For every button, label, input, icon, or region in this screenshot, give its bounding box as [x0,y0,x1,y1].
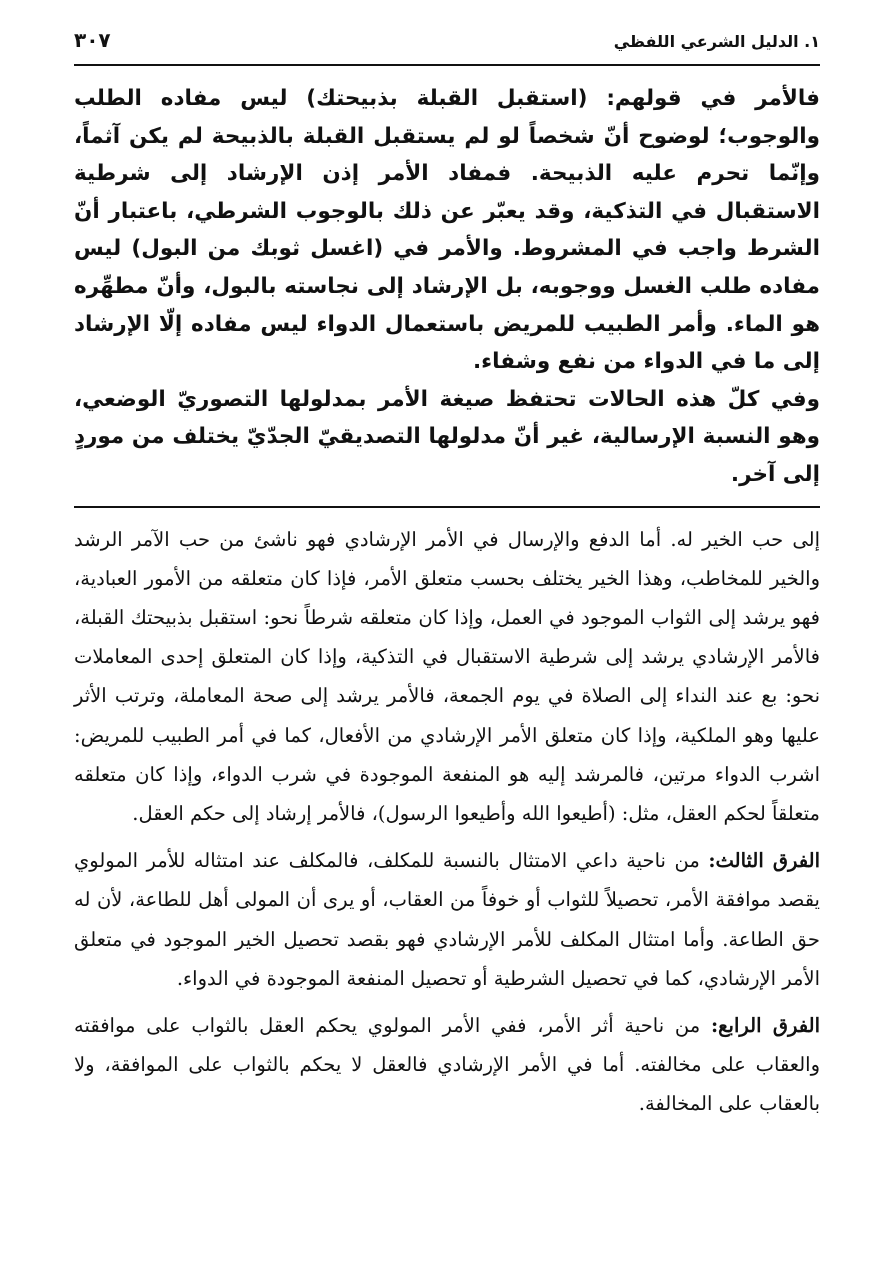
main-paragraph: فالأمر في قولهم: (استقبل القبلة بذبيحتك) ليس مفاده الطلب والوجوب؛ لوضوح أنّ شخصاً لو لم يستقبل القبلة بالذبيحة لم يكن آثماً، وإنّما تحرم عليه الذبيحة. فمفاد الأمر إذن الإرشاد إلى شرطية الاستقبال في التذكية، وقد يعبّر عن ذلك بالوجوب الشرطي، باعتبار أنّ الشرط واجب في المشروط. والأمر في (اغسل ثوبك من البول) ليس مفاده طلب الغسل ووجوبه، بل الإرشاد إلى نجاسته بالبول، وأنّ مطهِّره هو الماء. وأمر الطبيب للمريض باستعمال الدواء ليس مفاده إلّا الإرشاد إلى ما في الدواء من نفع وشفاء. [74,86,820,375]
main-text [74,80,820,494]
book-page [74,28,820,1258]
footnotes [74,520,820,1124]
third-difference-label: الفرق الثالث: [708,849,821,873]
footnote-separator [74,506,820,508]
third-difference [74,841,820,998]
header-rule [74,64,820,66]
fourth-difference-text: من ناحية أثر الأمر، ففي الأمر المولوي يحكم العقل بالثواب على موافقته والعقاب على مخالفته. أما في الأمر الإرشادي فالعقل لا يحكم بالثواب على الموافقة، ولا بالعقاب على المخالفة. [74,1013,820,1116]
fourth-difference [74,1006,820,1124]
running-header [74,28,820,60]
chapter-title: ١. الدليل الشرعي اللفظي [613,32,820,51]
page-number: ٣٠٧ [74,28,111,52]
main-paragraph: وفي كلّ هذه الحالات تحتفظ صيغة الأمر بمدلولها التصوريّ الوضعي، وهو النسبة الإرسالية، غير أنّ مدلولها التصديقيّ الجدّيّ يختلف من موردٍ إلى آخر. [74,386,820,487]
footnote-continuation: إلى حب الخير له. أما الدفع والإرسال في الأمر الإرشادي فهو ناشئ من حب الآمر الرشد والخير للمخاطب، وهذا الخير يختلف بحسب متعلق الأمر، فإذا كان متعلقه من الأمور العبادية، فهو يرشد إلى الثواب الموجود في العمل، وإذا كان متعلقه شرطاً نحو: استقبل بذبيحتك القبلة، فالأمر الإرشادي يرشد إلى شرطية الاستقبال في التذكية، وإذا كان المتعلق إحدى المعاملات نحو: بع عند النداء إلى الصلاة في يوم الجمعة، فالأمر يرشد إلى صحة المعاملة، وترتب الأثر عليها وهو الملكية، وإذا كان متعلق الأمر الإرشادي من الأفعال، كما في أمر الطبيب للمريض: اشرب الدواء مرتين، فالمرشد إليه هو المنفعة الموجودة في شرب الدواء، وإذا كان متعلقه متعلقاً لحكم العقل، مثل: (أطيعوا الله وأطيعوا الرسول)، فالأمر إرشاد إلى حكم العقل. [74,527,820,825]
third-difference-text: من ناحية داعي الامتثال بالنسبة للمكلف، فالمكلف عند امتثاله للأمر المولوي يقصد موافقة الأمر، تحصيلاً للثواب أو خوفاً من العقاب، أو يرى أن المولى أهل للطاعة، لأن له حق الطاعة. وأما امتثال المكلف للأمر الإرشادي فهو بقصد تحصيل الخير الموجود في متعلق الأمر الإرشادي، كما في تحصيل الشرطية أو تحصيل المنفعة الموجودة في الدواء. [74,849,820,990]
fourth-difference-label: الفرق الرابع: [710,1013,820,1037]
